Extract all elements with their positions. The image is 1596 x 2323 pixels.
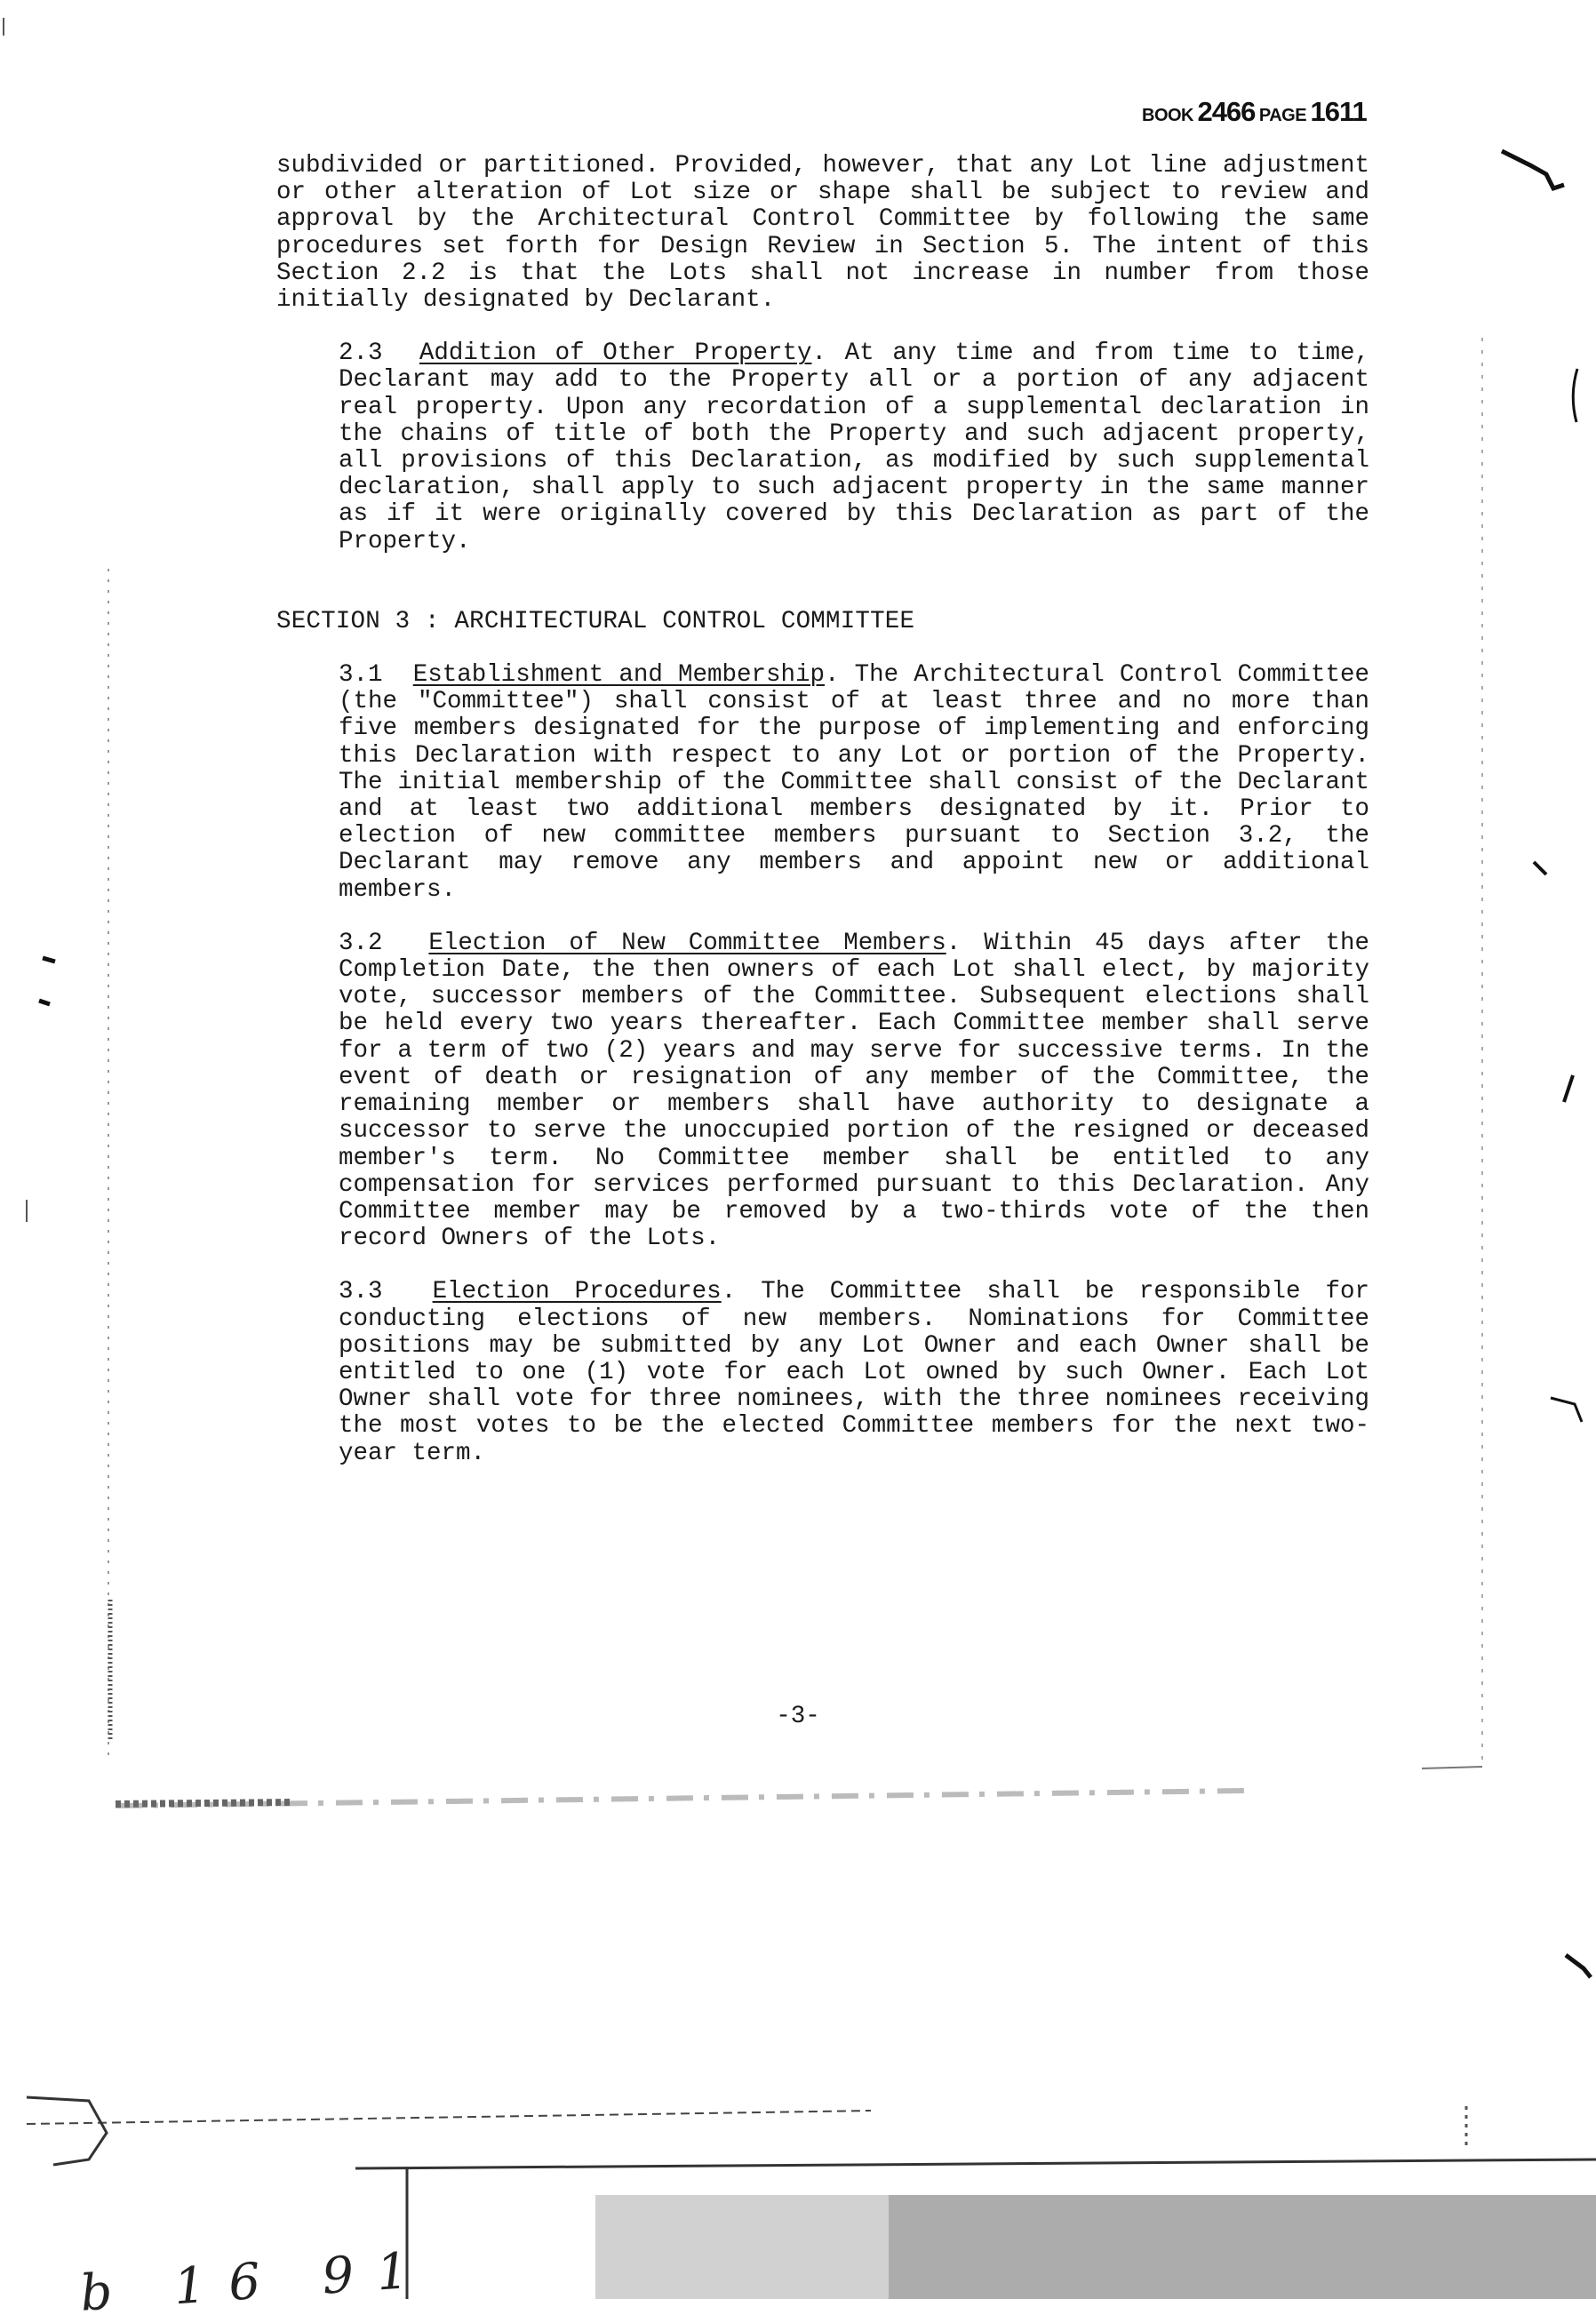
bottom-left-scribble — [27, 2097, 107, 2165]
recorded-page-number: 1611 — [1310, 96, 1367, 127]
left-edge-mark-1 — [43, 958, 55, 962]
handwritten-note: b 16 91 — [78, 2240, 434, 2323]
bottom-noise-block-dark — [889, 2195, 1596, 2299]
page-number: -3- — [776, 1703, 820, 1730]
paragraph-3-1-text: . The Architectural Control Committee (the "Committee") shall consist of at least three and no more than five members designated for the purpose of implementing and enforcing this Declaration with respect to any Lot or portion of the Property. The initial membership of the Committee shall consist of the Declarant and at least two additional members designated by it. Prior to election of new committee members pursuant to Section 3.2, the Declarant may remove any members and appoint new or additional members. — [339, 661, 1369, 904]
paragraph-3-3-text: . The Committee shall be responsible for conducting elections of new members. Nominations for Committee positions may be submitted by any Lot Owner and each Owner shall be entitled to one (1) vote for each Lot owned by such Owner. Each Lot Owner shall vote for three nominees, with the three nominees receiving the most votes to be the elected Committee members for the next two-year term. — [339, 1278, 1369, 1467]
bottom-edge-line-1 — [27, 2111, 871, 2124]
paragraph-3-1-number: 3.1 — [339, 661, 383, 690]
bottom-edge-line-2 — [355, 2159, 1596, 2168]
right-edge-bracket — [1573, 369, 1577, 422]
paragraph-2-3-number: 2.3 — [339, 339, 383, 368]
right-edge-tick-3 — [1551, 1398, 1582, 1422]
right-edge-tick-1 — [1534, 862, 1546, 874]
right-edge-tick-4 — [1566, 1955, 1591, 1977]
right-margin-corner — [1422, 1767, 1482, 1768]
paragraph-2-3-heading: Addition of Other Property — [419, 339, 812, 368]
right-edge-mark-top — [1502, 151, 1564, 188]
paragraph-3-3-number: 3.3 — [339, 1278, 383, 1306]
paragraph-3-2-text: . Within 45 days after the Completion Date, the then owners of each Lot shall elect, by majority vote, successor members of the Committee. Subsequent elections shall be held every two years thereafter. Each Committee member shall serve for a term of two (2) years and may serve for successive terms. In the event of death or resignation of any member of the Committee, the remaining member or members shall have authority to designate a successor to serve the unoccupied portion of the resigned or deceased member's term. No Committee member shall be entitled to any compensation for services performed pursuant to this Declaration. Any Committee member may be removed by a two-thirds vote of the then record Owners of the Lots. — [339, 929, 1370, 1253]
right-edge-tick-2 — [1564, 1075, 1573, 1102]
book-number: 2466 — [1197, 96, 1256, 127]
paragraph-3-3-heading: Election Procedures — [432, 1278, 722, 1306]
paragraph-3-1-heading: Establishment and Membership — [412, 661, 825, 690]
paragraph-3-2-heading: Election of New Committee Members — [428, 929, 946, 957]
left-edge-mark-2 — [39, 1001, 50, 1004]
section-3-heading: SECTION 3 : ARCHITECTURAL CONTROL COMMITTEE — [276, 607, 915, 635]
paragraph-3-2-number: 3.2 — [339, 929, 383, 957]
page-label: PAGE — [1258, 106, 1307, 125]
paragraph-2-2-continued: subdivided or partitioned. Provided, however, that any Lot line adjustment or other alteration of Lot size or shape shall be subject to review and approval by the Architectural Control Committee by following the same procedures set forth for Design Review in Section 5. The intent of this Section 2.2 is that the Lots shall not increase in number from those initially designated by Declarant. — [276, 152, 1369, 315]
paragraph-2-3-text: . At any time and from time to time, Declarant may add to the Property all or a portion of any adjacent real property. Upon any recordation of a supplemental declaration in the chains of title of both the Property and such adjacent property, all provisions of this Declaration, as modified by such supplemental declaration, shall apply to such adjacent property in the same manner as if it were originally covered by this Declaration as part of the Property. — [339, 339, 1369, 555]
book-label: BOOK — [1142, 106, 1193, 125]
